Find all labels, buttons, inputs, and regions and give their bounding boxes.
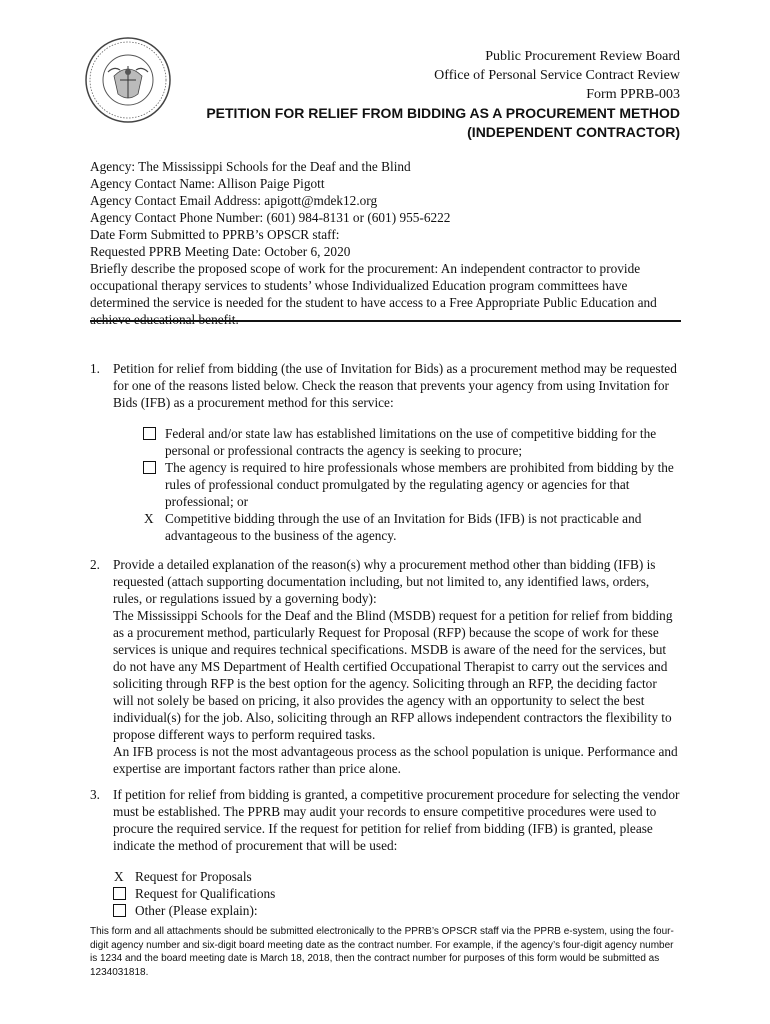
section-2-question: Provide a detailed explanation of the reason(s) why a procurement method other than bidding (IFB) is requested (attach supporting documentation including, but not limited to, any identified laws, orders, rules, or regulations issued by a governing body): — [113, 557, 656, 606]
scope-of-work: Briefly describe the proposed scope of work for the procurement: An independent contractor to provide occupational therapy services to students’ whose Individualized Education program committees have determined the service is needed for the student to have access to a Free Appropriate Public Education and achieve educational benefit. — [90, 261, 657, 327]
option-label: Request for Proposals — [135, 869, 252, 884]
date-form-submitted: Date Form Submitted to PPRB’s OPSCR staff: — [90, 227, 340, 242]
form-header — [206, 47, 680, 142]
section-number: 1. — [90, 361, 100, 376]
agency-contact-name: Agency Contact Name: Allison Paige Pigott — [90, 176, 325, 191]
option-label: The agency is required to hire professionals whose members are prohibited from bidding by the rules of professional conduct promulgated by the regulating agency or agencies for that professional; or — [165, 460, 674, 509]
section-1 — [90, 360, 680, 544]
option-law-limitations[interactable] — [143, 425, 680, 459]
option-professional-rules[interactable] — [143, 459, 680, 510]
section-1-options — [143, 425, 680, 544]
checkbox[interactable] — [143, 461, 156, 474]
section-3-question: If petition for relief from bidding is granted, a competitive procurement procedure for selecting the vendor must be established. The PPRB may audit your records to ensure competitive procedures were used to procure the required service. If the request for petition for relief from bidding (IFB) is granted, please indicate the method of procurement that will be used: — [113, 787, 680, 853]
form-subtitle: (INDEPENDENT CONTRACTOR) — [467, 124, 680, 140]
option-label: Request for Qualifications — [135, 886, 276, 901]
option-not-practicable[interactable] — [143, 510, 680, 544]
option-label: Federal and/or state law has established limitations on the use of competitive bidding for the personal or professional contracts the agency is seeking to procure; — [165, 426, 657, 458]
section-2-answer-continued: An IFB process is not the most advantageous process as the school population is unique. Performance and expertise are important factors rather than price alone. — [113, 744, 678, 776]
option-label: Competitive bidding through the use of an Invitation for Bids (IFB) is not practicable and advantageous to the business of the agency. — [165, 511, 642, 543]
divider — [90, 320, 681, 322]
section-1-question: Petition for relief from bidding (the use of Invitation for Bids) as a procurement method may be requested for one of the reasons listed below. Check the reason that prevents your agency from using Invitation for Bids (IFB) as a procurement method for this service: — [113, 361, 677, 410]
agency-info — [90, 158, 690, 328]
section-number: 3. — [90, 787, 100, 802]
agency-contact-email: Agency Contact Email Address: apigott@mdek12.org — [90, 193, 378, 208]
form-title: PETITION FOR RELIEF FROM BIDDING AS A PROCUREMENT METHOD — [206, 105, 680, 121]
board-name: Public Procurement Review Board — [485, 49, 680, 64]
form-number: Form PPRB-003 — [586, 87, 680, 102]
section-3-options — [113, 868, 680, 919]
option-request-for-proposals[interactable] — [113, 868, 680, 885]
checkbox-x-mark[interactable]: X — [114, 869, 124, 884]
agency-name: Agency: The Mississippi Schools for the Deaf and the Blind — [90, 159, 411, 174]
section-2-answer: The Mississippi Schools for the Deaf and the Blind (MSDB) request for a petition for relief from bidding as a procurement method, particularly Request for Proposal (RFP) because the scope of work for these services is unique and requires technical specifications. MSDB is aware of the need for the services, but do not have any MS Department of Health certified Occupational Therapist to carry out the services and soliciting through RFP is the best option for the agency. Soliciting through an RFP, the deciding factor will not solely be based on pricing, it also provides the agency with an opportunity to select the best individual(s) for the job. Also, soliciting through an RFP allows independent contractors the flexibility to propose different ways to perform required tasks. — [113, 608, 673, 742]
office-name: Office of Personal Service Contract Review — [434, 68, 680, 83]
footer-note: This form and all attachments should be submitted electronically to the PPRB’s OPSCR staff via the PPRB e-system, using the four-digit agency number and six-digit board meeting date as the contract number. For example, if the agency’s four-digit agency number is 1234 and the board meeting date is March 18, 2018, then the contract number for purposes of this form would be submitted as 1234031818. — [90, 926, 674, 978]
state-seal-logo — [84, 36, 172, 124]
agency-contact-phone: Agency Contact Phone Number: (601) 984-8131 or (601) 955-6222 — [90, 210, 451, 225]
option-request-for-qualifications[interactable] — [113, 885, 680, 902]
section-2 — [90, 556, 680, 777]
checkbox[interactable] — [113, 887, 126, 900]
option-label: Other (Please explain): — [135, 903, 258, 918]
section-3 — [90, 786, 680, 919]
checkbox-x-mark[interactable]: X — [144, 511, 154, 526]
checkbox[interactable] — [113, 904, 126, 917]
option-other[interactable] — [113, 902, 680, 919]
requested-meeting-date: Requested PPRB Meeting Date: October 6, 2020 — [90, 244, 351, 259]
checkbox[interactable] — [143, 427, 156, 440]
section-number: 2. — [90, 557, 100, 572]
